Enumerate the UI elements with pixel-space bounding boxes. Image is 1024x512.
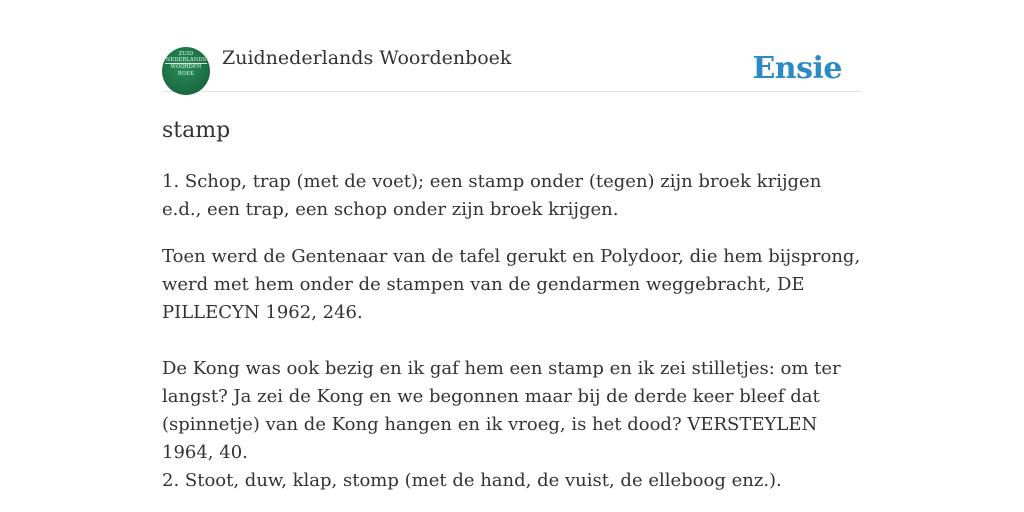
logo-line: BOEK <box>177 71 195 77</box>
site-logo[interactable] <box>162 47 210 95</box>
definition-paragraph: 1. Schop, trap (met de voet); een stamp onder (tegen) zijn broek krijgen e.d., een trap, een schop onder zijn broek krijgen. <box>162 171 822 220</box>
citation-paragraph: De Kong was ook bezig en ik gaf hem een stamp en ik zei stilletjes: om ter langst? Ja zei de Kong en we begonnen maar bij de derde keer bleef dat (spinnetje) van de Kong hangen en ik vroeg, is het dood? VERSTEYLEN 1964, 40. <box>162 358 841 463</box>
logo-line: ZUID <box>178 51 194 57</box>
ensie-brand-link[interactable]: Ensie <box>752 51 842 86</box>
logo-line: NEDERLANDS <box>165 57 207 63</box>
site-title[interactable]: Zuidnederlands Woordenboek <box>222 47 512 69</box>
logo-line: WOORDEN <box>170 64 202 70</box>
definition-paragraph: 2. Stoot, duw, klap, stomp (met de hand, de vuist, de elleboog enz.). <box>162 470 782 491</box>
logo-wordmark <box>162 51 210 77</box>
citation-paragraph: Toen werd de Gentenaar van de tafel gerukt en Polydoor, die hem bijsprong, werd met hem onder de stampen van de gendarmen weggebracht, DE PILLECYN 1962, 246. <box>162 246 861 323</box>
entry-headword: stamp <box>162 118 231 143</box>
site-header <box>162 40 862 92</box>
